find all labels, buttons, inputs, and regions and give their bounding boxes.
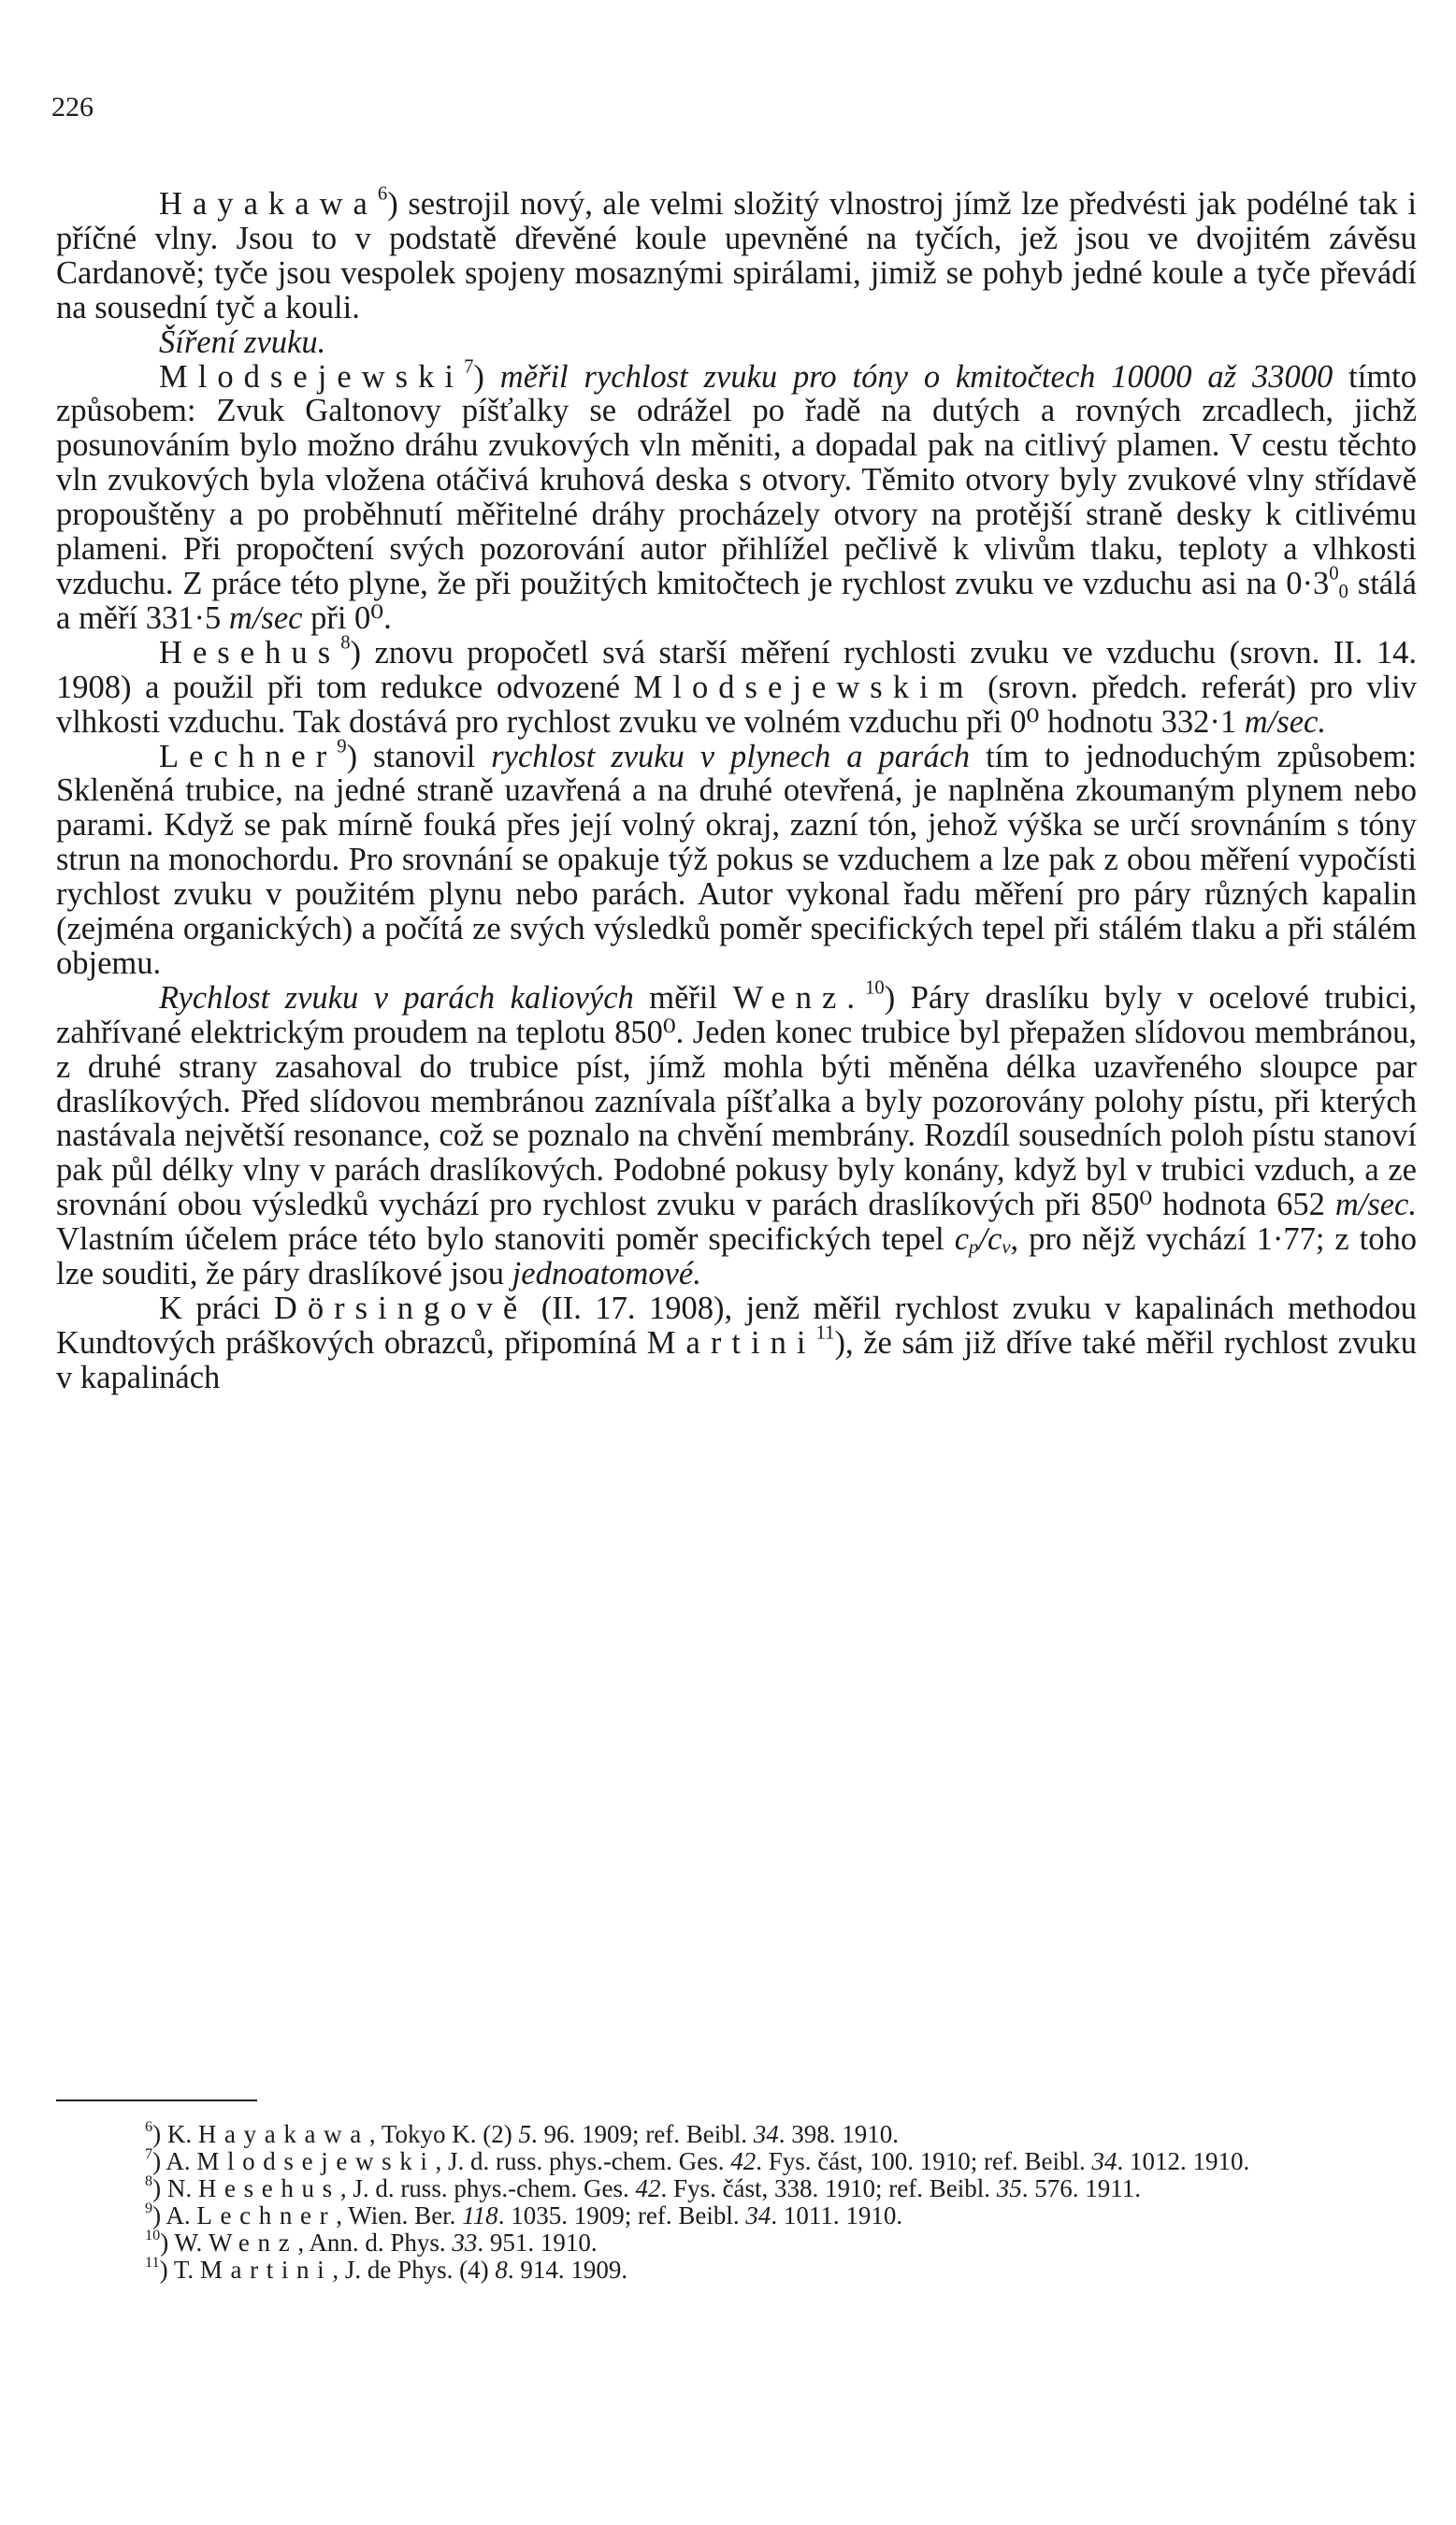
percent-sign: 0	[1329, 563, 1339, 584]
footnote-ref: 7	[464, 356, 474, 378]
paragraph-text: tím to jednoduchým způsobem: Skleněná trubice, na jedné straně uzavřená a na druhé otevřená, je naplněna zkoumaným plynem nebo parami. Když se pak mírně fouká přes její volný okraj, zazní tón, jehož výška se určí srovnáním s tóny strun na monochordu. Pro srovnání se opakuje týž pokus se vzduchem a lze pak z obou měření vypočísti rychlost zvuku v použitém plynu nebo parách. Autor vykonal řadu měření pro páry různých kapalin (zejména organických) a počítá ze svých výsledků poměr specifických tepel při stálém tlaku a při stálém objemu.	[56, 738, 1418, 981]
author-name: Wenz.	[732, 979, 866, 1016]
author-name: Mlodsejewskim	[633, 669, 974, 705]
footnote: $^6$) K. Hayakawa, Tokyo K. (2) 5. 96. 1909; ref. Beibl. 34. 398. 1910.	[145, 2117, 899, 2148]
paragraph-text: , že sám již dříve také měřil rychlost zvuku v kapalinách	[56, 1324, 1417, 1395]
paragraph-hesehus: Hesehus$^8$) znovu propočetl svá starší měření rychlosti zvuku ve vzduchu (srovn. II. 14. 1908) a použil při tom redukce odvozené Mlodsejewskim (srovn. předch. referát) pro vliv vlhkosti vzduchu. Tak dostává pro rychlost zvuku ve volném vzduchu při 0⁰ hodnotu 332·1 m/sec.	[56, 632, 1417, 740]
footnote: $^{10}$) W. Wenz, Ann. d. Phys. 33. 951. 1910.	[145, 2226, 598, 2257]
author-name: Dörsingově	[273, 1291, 528, 1326]
author-name: Martini	[646, 1324, 816, 1361]
footnote: $^{11}$) T. Martini, J. de Phys. (4) 8. 914. 1909.	[145, 2253, 628, 2284]
paragraph-text: Páry draslíku byly v ocelové trubici, zahřívané elektrickým proudem na teplotu 850⁰. Jeden konec trubice byl přepažen slídovou membránou, z druhé strany zasahoval do trubice píst, jímž mohla býti měněna délka uzavřeného sloupce par draslíkových. Před slídovou membránou zaznívala píšťalka a byly pozorovány polohy pístu, při kterých nastávala největší resonance, což se poznalo na chvění membrány. Rozdíl sousedních poloh pístu stanoví pak půl délky vlny v parách draslíkových. Podobné pokusy byly konány, když byl v trubici vzduch, a ze srovnání obou výsledků vychází pro rychlost zvuku v parách draslíkových při 850⁰ hodnota 652	[56, 979, 1417, 1223]
author-name: Lechner	[159, 738, 338, 774]
author-name: Hayakawa	[159, 186, 378, 222]
footnotes	[56, 2117, 1417, 2284]
footnote-divider	[56, 2099, 257, 2101]
paragraph-text: tímto způsobem: Zvuk Galtonovy píšťalky se odrážel po řadě na dutých a rovných zrcadlech, jichž posunováním bylo možno dráhu zvukových vln měniti, a dopadal pak na citlivý plamen. V cestu těchto vln zvukových byla vložena otáčivá kruhová deska s otvory. Těmito otvory byly zvukové vlny střídavě propouštěny a po proběhnutí měřitelné dráhy procházely otvory na protější straně desky k citlivému plameni. Při propočtení svých pozorování autor přihlížel pečlivě k vlivům tlaku, teploty a vlhkosti vzduchu. Z práce této plyne, že při použitých kmitočtech je rychlost zvuku ve vzduchu asi na 0·3	[56, 358, 1417, 601]
footnote-author: Hayakawa	[197, 2120, 369, 2148]
main-text	[56, 183, 1418, 1395]
paragraph-text: sestrojil nový, ale velmi složitý vlnostroj jímž lze předvésti jak podélné tak i příčné vlny. Jsou to v podstatě dřevěné koule upevněné na tyčích, jež jsou ve dvojitém závěsu Cardanově; tyče jsou vespolek spojeny mosaznými spirálami, jimiž se pohyb jedné koule a tyče převádí na sousední tyč a kouli.	[56, 186, 1417, 325]
footnote-author: Martini	[199, 2256, 333, 2284]
paragraph-text: (II. 17. 1908), jenž měřil rychlost zvuku v kapalinách methodou Kundtových práškových obrazců, připomíná	[56, 1291, 1417, 1361]
unit: m/sec	[228, 599, 303, 636]
unit: m/sec.	[1244, 703, 1326, 740]
footnote-ref: 8	[340, 632, 351, 654]
footnote: $^7$) A. Mlodsejewski, J. d. russ. phys.-chem. Ges. 42. Fys. část, 100. 1910; ref. Beibl. 34. 1012. 1910.	[145, 2144, 1250, 2175]
section-heading: Šíření zvuku.	[159, 324, 326, 360]
italic-phrase: rychlost zvuku v plynech a parách	[491, 738, 971, 774]
paragraph-dorsing: K práci Dörsingově (II. 17. 1908), jenž měřil rychlost zvuku v kapalinách methodou Kundtových práškových obrazců, připomíná Martini$^{11}$), že sám již dříve také měřil rychlost zvuku v kapalinách	[56, 1291, 1417, 1395]
footnote-author: Hesehus	[197, 2174, 340, 2202]
paragraph-text: znovu propočetl svá starší měření rychlosti zvuku ve vzduchu (srovn. II. 14. 1908) a použil při tom redukce odvozené	[56, 634, 1417, 705]
unit: m/sec.	[1334, 1187, 1417, 1223]
footnote: $^9$) A. Lechner, Wien. Ber. 118. 1035. 1909; ref. Beibl. 34. 1011. 1910.	[145, 2199, 903, 2229]
footnote-author: Wenz	[208, 2229, 298, 2257]
footnote-author: Lechner	[196, 2201, 337, 2229]
page-number: 226	[51, 92, 94, 123]
footnote: $^8$) N. Hesehus, J. d. russ. phys.-chem. Ges. 42. Fys. část, 338. 1910; ref. Beibl. 35. 576. 1911.	[145, 2172, 1142, 2202]
paragraph-text: stanovil	[357, 738, 492, 774]
percent-sub: 0	[1338, 582, 1348, 603]
paragraph-text: K práci	[159, 1291, 274, 1326]
italic-phrase: jednoatomové.	[512, 1256, 701, 1292]
paragraph-lechner: Lechner$^9$) stanovil rychlost zvuku v plynech a parách tím to jednoduchým způsobem: Skleněná trubice, na jedné straně uzavřená a na druhé otevřená, je naplněna zkoumaným plynem nebo parami. Když se pak mírně fouká přes její volný okraj, zazní tón, jehož výška se určí srovnáním s tóny strun na monochordu. Pro srovnání se opakuje týž pokus se vzduchem a lze pak z obou měření vypočísti rychlost zvuku v použitém plynu nebo parách. Autor vykonal řadu měření pro páry různých kapalin (zejména organických) a počítá ze svých výsledků poměr specifických tepel při stálém tlaku a při stálém objemu.	[56, 735, 1418, 981]
footnote-author: Mlodsejewski	[196, 2147, 436, 2175]
paragraph-text: při 0⁰.	[302, 599, 392, 636]
paragraph-text: , pro nějž vychází 1·77; z toho lze souditi, že páry draslíkové jsou	[56, 1221, 1417, 1292]
paragraph-text: měřil	[633, 979, 733, 1016]
italic-phrase: Rychlost zvuku v parách kaliových	[159, 979, 634, 1016]
paragraph-wenz: Rychlost zvuku v parách kaliových měřil Wenz.$^{10}$) Páry draslíku byly v ocelové trubici, zahřívané elektrickým proudem na teplotu 850⁰. Jeden konec trubice byl přepažen slídovou membránou, z druhé strany zasahoval do trubice píst, jímž mohla býti měněna délka uzavřeného sloupce par draslíkových. Před slídovou membránou zaznívala píšťalka a byly pozorovány polohy pístu, při kterých nastávala největší resonance, což se poznalo na chvění membrány. Rozdíl sousedních poloh pístu stanoví pak půl délky vlny v parách draslíkových. Podobné pokusy byly konány, když byl v trubici vzduch, a ze srovnání obou výsledků vychází pro rychlost zvuku v parách draslíkových při 850⁰ hodnota 652 m/sec. Vlastním účelem práce této bylo stanoviti poměr specifických tepel $c_p/c_v$, pro nějž vychází 1·77; z toho lze souditi, že páry draslíkové jsou jednoatomové.	[56, 977, 1417, 1292]
paragraph-text: (srovn. předch. referát) pro vliv vlhkosti vzduchu. Tak dostává pro rychlost zvuku ve volném vzduchu při 0⁰ hodnotu 332·1	[56, 669, 1417, 740]
footnote-ref: 10	[865, 977, 885, 999]
paragraph-text: Vlastním účelem práce této bylo stanoviti poměr specifických tepel	[56, 1221, 955, 1258]
paragraph-hayakawa: Hayakawa$^6$) sestrojil nový, ale velmi složitý vlnostroj jímž lze předvésti jak podélné tak i příčné vlny. Jsou to v podstatě dřevěné koule upevněné na tyčích, jež jsou ve dvojitém závěsu Cardanově; tyče jsou vespolek spojeny mosaznými spirálami, jimiž se pohyb jedné koule a tyče převádí na sousední tyč a kouli.	[56, 183, 1417, 325]
paragraph-text: stálá a měří 331·5	[56, 565, 1417, 636]
paragraph-mlodsejewski: Mlodsejewski$^7$) měřil rychlost zvuku pro tóny o kmitočtech 10000 až 33000 tímto způsobem: Zvuk Galtonovy píšťalky se odrážel po řadě na dutých a rovných zrcadlech, jichž posunováním bylo možno dráhu zvukových vln měniti, a dopadal pak na citlivý plamen. V cestu těchto vln zvukových byla vložena otáčivá kruhová deska s otvory. Těmito otvory byly zvukové vlny střídavě propouštěny a po proběhnutí měřitelné dráhy procházely otvory na protější straně desky k citlivému plameni. Při propočtení svých pozorování autor přihlížel pečlivě k vlivům tlaku, teploty a vlhkosti vzduchu. Z práce této plyne, že při použitých kmitočtech je rychlost zvuku ve vzduchu asi na $0\cdot 3^0_0$ stálá a měří 331·5 m/sec při 0⁰.	[56, 356, 1417, 636]
italic-phrase: měřil rychlost zvuku pro tóny o kmitočtech 10000 až 33000	[499, 358, 1333, 395]
author-name: Mlodsejewski	[159, 358, 465, 395]
author-name: Hesehus	[159, 634, 341, 671]
footnote-ref: 11	[815, 1322, 835, 1344]
footnote-ref: 6	[377, 183, 388, 205]
footnote-ref: 9	[337, 735, 347, 757]
symbol-cp: $c_p/c_v$	[954, 1221, 1011, 1259]
